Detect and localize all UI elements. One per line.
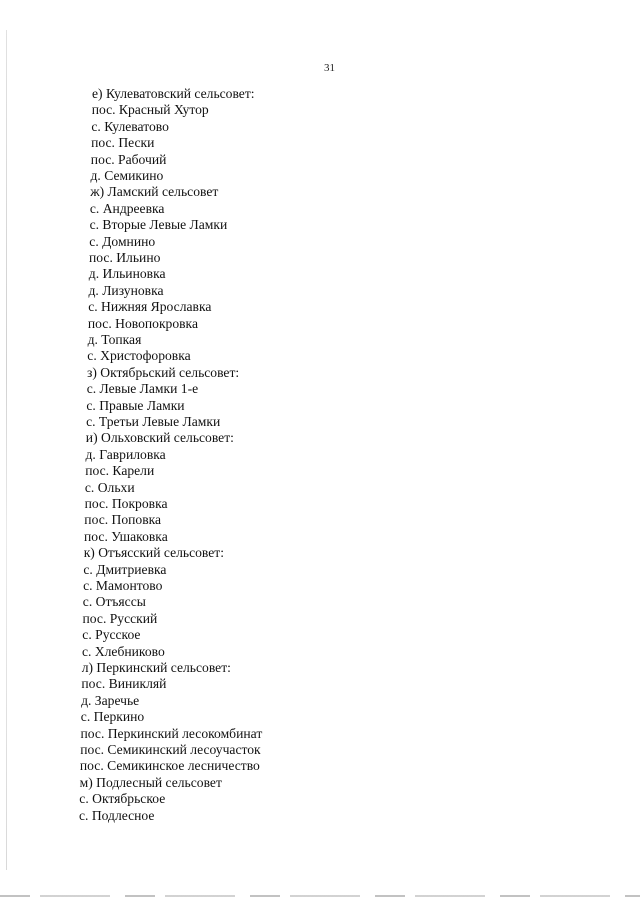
settlement-item: с. Кулеватово bbox=[91, 118, 169, 134]
settlement-item: с. Отъяссы bbox=[82, 594, 146, 610]
settlement-item: с. Русское bbox=[82, 627, 141, 643]
settlement-item: пос. Ильино bbox=[89, 250, 161, 265]
settlement-item: с. Октябрьское bbox=[79, 791, 166, 807]
settlement-item: с. Вторые Левые Ламки bbox=[89, 217, 228, 233]
settlement-item: с. Перкино bbox=[80, 709, 145, 725]
settlement-item: пос. Рабочий bbox=[90, 151, 167, 167]
settlement-item: пос. Русский bbox=[82, 610, 158, 626]
settlement-item: с. Ольхи bbox=[84, 479, 135, 495]
council-heading: к) Отъясский сельсовет: bbox=[83, 545, 225, 561]
settlement-item: д. Ильиновка bbox=[88, 266, 166, 282]
settlement-item: с. Нижняя Ярославка bbox=[88, 299, 212, 315]
scan-edge-artifact bbox=[6, 30, 7, 870]
settlement-item: с. Подлесное bbox=[79, 807, 155, 823]
settlement-item: пос. Покровка bbox=[84, 496, 168, 511]
settlement-item: пос. Перкинский лесокомбинат bbox=[80, 725, 263, 741]
council-heading: и) Ольховский сельсовет: bbox=[85, 430, 234, 446]
settlement-item: д. Гавриловка bbox=[85, 446, 166, 462]
settlement-item: пос. Семикинское лесничество bbox=[79, 758, 260, 774]
settlement-item: пос. Семикинский лесоучасток bbox=[80, 742, 261, 757]
settlement-item: с. Андреевка bbox=[89, 200, 165, 216]
settlement-item: с. Дмитриевка bbox=[83, 561, 167, 577]
settlement-item: д. Лизуновка bbox=[88, 282, 164, 298]
settlement-item: с. Правые Ламки bbox=[86, 397, 185, 413]
settlement-item: д. Семикино bbox=[90, 168, 164, 183]
council-heading: з) Октябрьский сельсовет: bbox=[87, 364, 240, 380]
settlement-item: пос. Поповка bbox=[84, 512, 162, 528]
settlement-item: с. Мамонтово bbox=[83, 578, 163, 593]
settlement-item: с. Христофоровка bbox=[87, 348, 191, 364]
settlement-item: д. Заречье bbox=[81, 692, 140, 708]
settlement-item: пос. Виникляй bbox=[81, 676, 167, 692]
scan-bottom-artifact bbox=[0, 895, 640, 897]
council-heading: ж) Ламский сельсовет bbox=[90, 184, 219, 200]
council-heading: е) Кулеватовский сельсовет: bbox=[92, 86, 255, 101]
council-heading: м) Подлесный сельсовет bbox=[79, 774, 222, 790]
settlement-item: с. Третьи Левые Ламки bbox=[86, 414, 221, 429]
settlement-item: с. Домнино bbox=[89, 233, 156, 249]
council-heading: л) Перкинский сельсовет: bbox=[81, 660, 231, 675]
settlement-item: пос. Ушаковка bbox=[84, 528, 168, 544]
settlement-item: пос. Пески bbox=[91, 135, 155, 151]
settlement-item: с. Левые Ламки 1-е bbox=[86, 381, 199, 397]
settlement-item: пос. Карели bbox=[85, 463, 155, 479]
settlement-item: пос. Новопокровка bbox=[87, 315, 198, 331]
settlement-item: с. Хлебниково bbox=[82, 643, 165, 659]
page-number: 31 bbox=[324, 62, 335, 74]
settlement-item: д. Топкая bbox=[87, 332, 142, 347]
settlement-item: пос. Красный Хутор bbox=[91, 102, 209, 118]
